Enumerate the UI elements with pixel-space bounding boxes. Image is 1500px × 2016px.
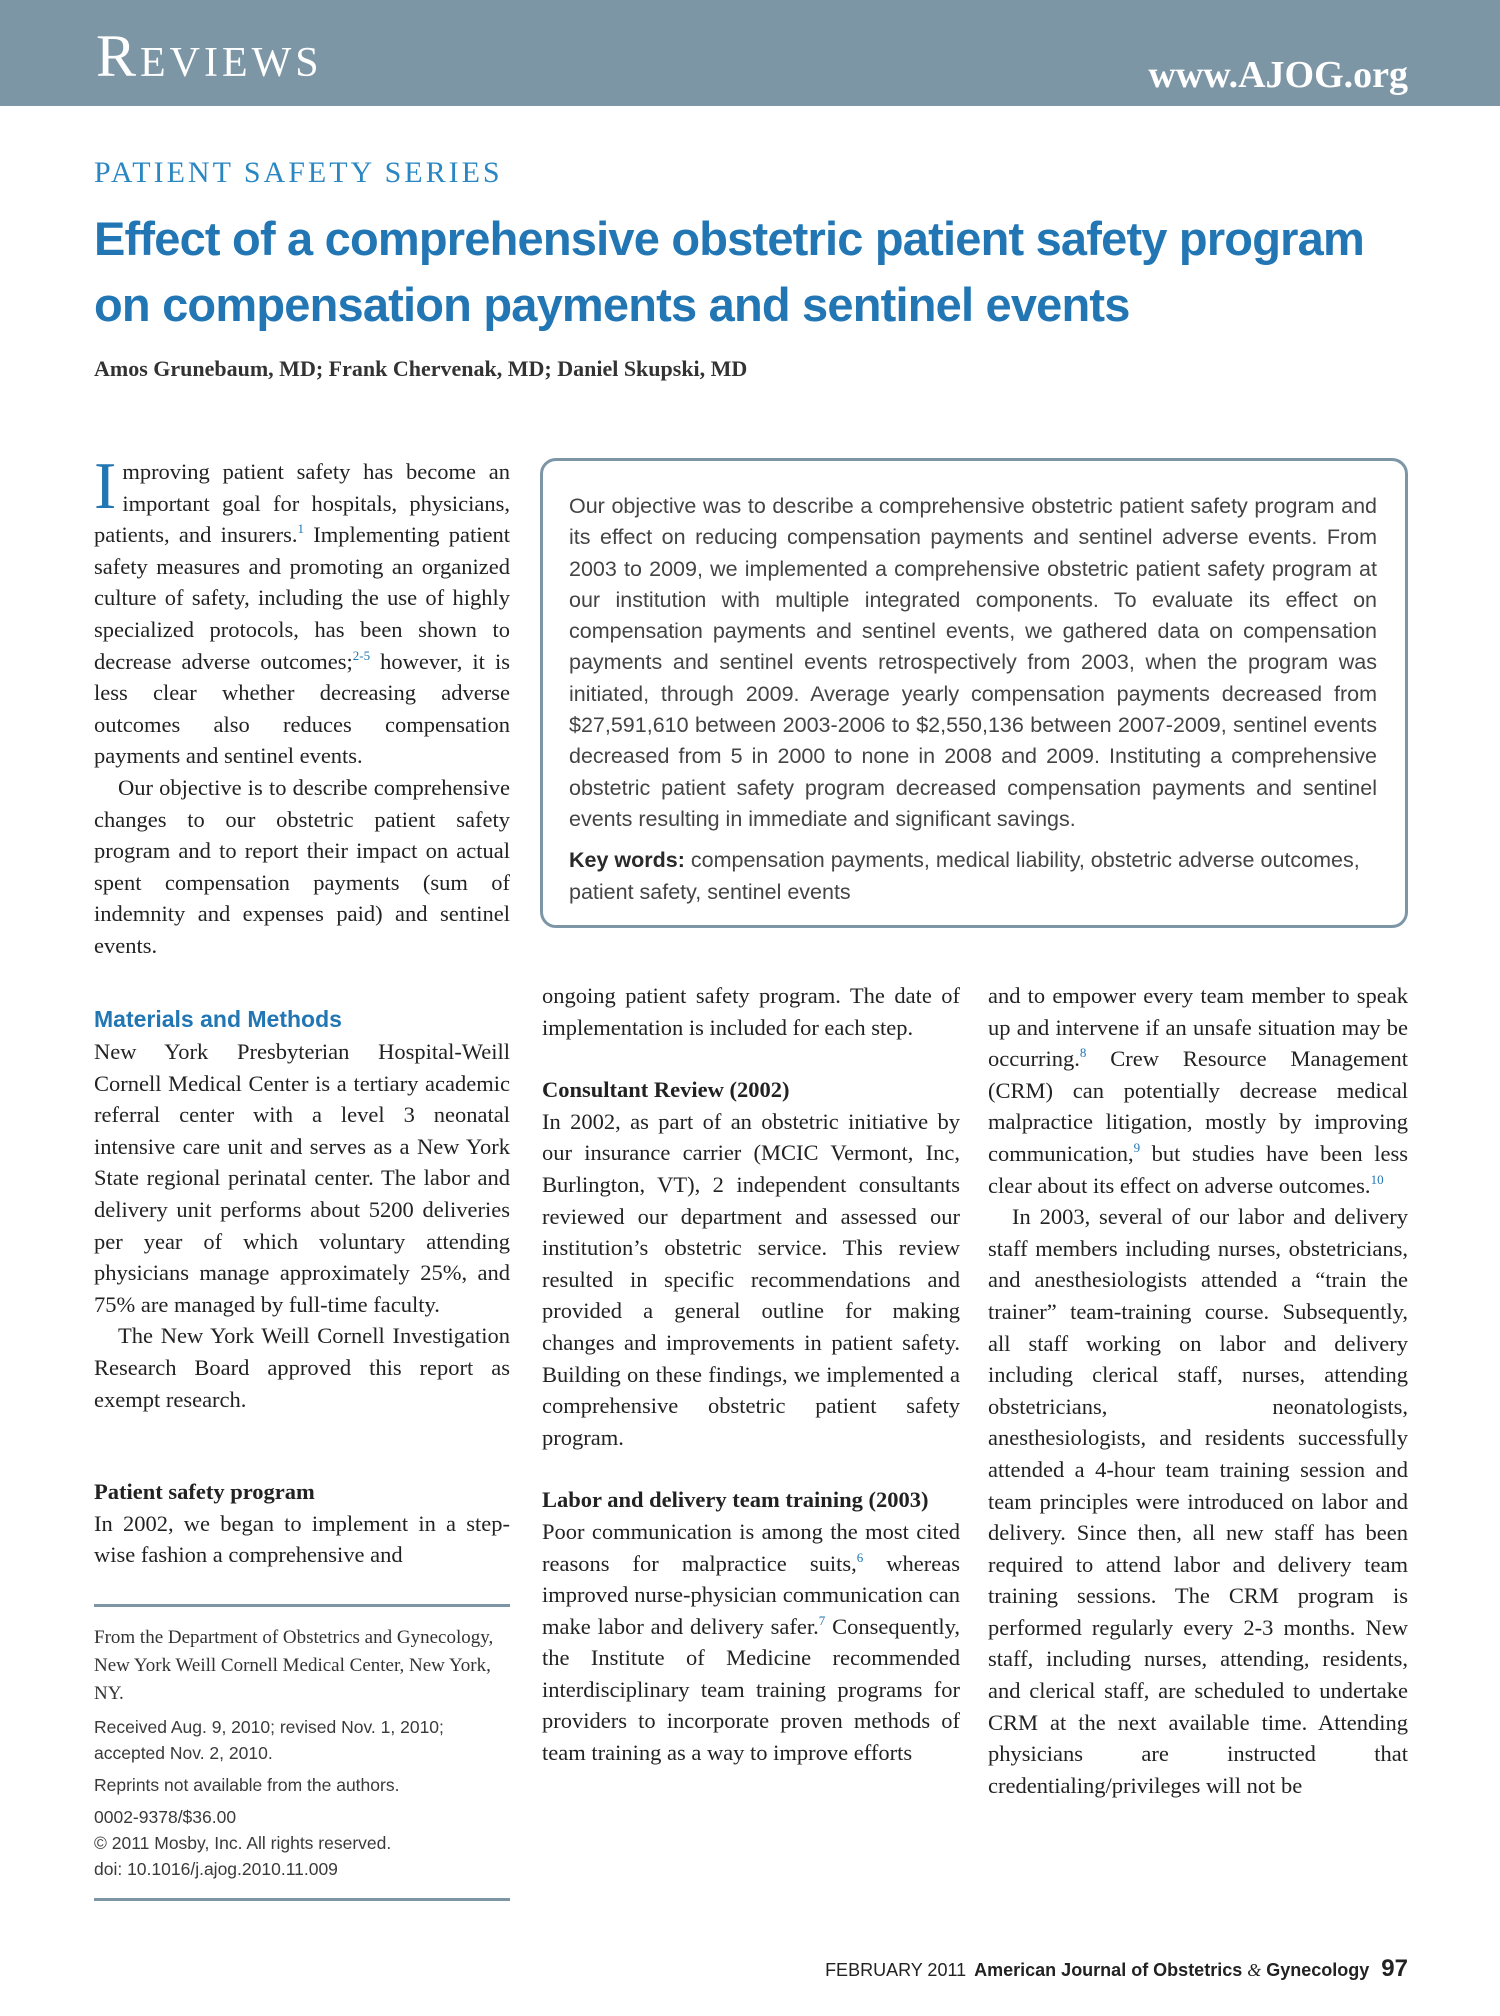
patient-safety-program-section bbox=[94, 1476, 510, 1571]
intro-section bbox=[94, 449, 511, 962]
page-number: 97 bbox=[1381, 1955, 1408, 1982]
copyright-note: © 2011 Mosby, Inc. All rights reserved. bbox=[94, 1833, 392, 1853]
keywords-list: compensation payments, medical liability, obstetric adverse outcomes, patient safety, sentinel events bbox=[569, 848, 1360, 904]
footnote-block bbox=[94, 1624, 510, 1882]
consultant-review-paragraph: In 2002, as part of an obstetric initiative by our insurance carrier (MCIC Vermont, Inc, Burlington, VT), 2 independent consultants reviewed our department and assessed our institution’s obstetric service. This review resulted in specific recommendations and provided a general outline for making changes and improvements in patient safety. Building on these findings, we implemented a comprehensive obstetric patient safety program. bbox=[542, 1108, 960, 1450]
reference-1[interactable]: 1 bbox=[297, 521, 304, 537]
methods-paragraph-2: The New York Weill Cornell Investigation Research Board approved this report as exempt research. bbox=[94, 1323, 510, 1412]
column-2 bbox=[542, 980, 960, 1769]
reference-2-5[interactable]: 2-5 bbox=[352, 647, 371, 663]
consultant-review-heading: Consultant Review (2002) bbox=[542, 1077, 790, 1103]
header-banner bbox=[0, 0, 1500, 106]
training-2003-paragraph: In 2003, several of our labor and delivery staff members including nurses, obstetricians, and anesthesiologists attended a “train the trainer” team-training course. Subsequently, all staff working on labor and delivery including clerical staff, nurses, attending obstetricians, neonatologists, anesthesiologists, and residents successfully attended a 4-hour team training session and team principles were introduced on labor and delivery. Since then, all new staff has been required to attend labor and delivery team training sessions. The CRM program is performed regularly every 2-3 months. New staff, including nurses, attending, residents, and clerical staff, are scheduled to undertake CRM at the next available time. Attending physicians are instructed that credentialing/privileges will not be bbox=[988, 1204, 1408, 1798]
journal-section-label: Reviews bbox=[96, 23, 323, 89]
reference-6[interactable]: 6 bbox=[856, 1549, 864, 1565]
abstract-text: Our objective was to describe a comprehensive obstetric patient safety program and its effect on reducing compensation payments and sentinel adverse events. From 2003 to 2009, we implemented a comprehensive obstetric patient safety program at our institution with multiple integrated components. To evaluate its effect on compensation payments and sentinel events, we gathered data on compensation payments and sentinel events retrospectively from 2003, when the program was initiated, through 2009. Average yearly compensation payments decreased from $27,591,610 between 2003-2006 to $2,550,136 between 2007-2009, sentinel events decreased from 5 in 2000 to none in 2008 and 2009. Instituting a comprehensive obstetric patient safety program decreased compensation payments and sentinel events resulting in immediate and significant savings. bbox=[569, 494, 1377, 831]
footnote-divider-bottom bbox=[94, 1898, 510, 1901]
methods-paragraph-1: New York Presbyterian Hospital-Weill Cornell Medical Center is a tertiary academic referral center with a level 3 neonatal intensive care unit and serves as a New York State regional perinatal center. The labor and delivery unit performs about 5200 deliveries per year of which voluntary attending physicians manage approximately 25%, and 75% are managed by full-time faculty. bbox=[94, 1039, 510, 1317]
series-label: PATIENT SAFETY SERIES bbox=[94, 156, 503, 189]
article-title: Effect of a comprehensive obstetric patient safety program on compensation payments and sentinel events bbox=[94, 212, 1364, 331]
doi-link[interactable]: doi: 10.1016/j.ajog.2010.11.009 bbox=[94, 1859, 338, 1879]
journal-name: American Journal of Obstetrics & Gynecology bbox=[974, 1960, 1370, 1980]
reference-10[interactable]: 10 bbox=[1370, 1171, 1384, 1187]
team-training-heading: Labor and delivery team training (2003) bbox=[542, 1487, 929, 1513]
received-dates: Received Aug. 9, 2010; revised Nov. 1, 2010; accepted Nov. 2, 2010. bbox=[94, 1717, 444, 1763]
affiliation-note: From the Department of Obstetrics and Gynecology, New York Weill Cornell Medical Center, New York, NY. bbox=[94, 1627, 494, 1704]
crm-paragraph: and to empower every team member to speak up and intervene if an unsafe situation may be occurring.$^8$ Crew Resource Management (CRM) can potentially decrease medical malpractice litigation, mostly by improving communication,$^9$ but studies have been less clear about its effect on adverse outcomes.$^{10}$ bbox=[988, 983, 1408, 1198]
methods-section bbox=[94, 1003, 510, 1415]
abstract-box bbox=[540, 458, 1408, 928]
author-list: Amos Grunebaum, MD; Frank Chervenak, MD; Daniel Skupski, MD bbox=[94, 356, 748, 381]
intro-paragraph-1: Improving patient safety has become an important goal for hospitals, physicians, patients, and insurers.$^1$ Implementing patient safety measures and promoting an organized culture of safety, including the use of highly specialized protocols, has been shown to decrease adverse outcomes;$^{2-5}$ however, it is less clear whether decreasing adverse outcomes also reduces compensation payments and sentinel events. bbox=[94, 449, 511, 769]
journal-url-link[interactable]: www.AJOG.org bbox=[1148, 54, 1408, 96]
patient-safety-program-paragraph: In 2002, we began to implement in a step-wise fashion a comprehensive and bbox=[94, 1510, 510, 1568]
drop-cap: I bbox=[94, 449, 117, 523]
team-training-paragraph: Poor communication is among the most cited reasons for malpractice suits,$^6$ whereas improved nurse-physician communication can make labor and delivery safer.$^7$ Consequently, the Institute of Medicine recommended interdisciplinary team training programs for providers to incorporate proven methods of team training as a way to improve efforts bbox=[542, 1518, 961, 1766]
column-3 bbox=[988, 980, 1408, 1801]
program-continued-paragraph: ongoing patient safety program. The date of implementation is included for each step. bbox=[542, 983, 960, 1040]
keywords bbox=[569, 845, 1377, 908]
page-footer bbox=[825, 1955, 1408, 1983]
issue-date: FEBRUARY 2011 bbox=[825, 1960, 967, 1980]
reference-8[interactable]: 8 bbox=[1079, 1045, 1087, 1061]
keywords-label: Key words: bbox=[569, 848, 685, 873]
reference-9[interactable]: 9 bbox=[1133, 1139, 1141, 1155]
methods-heading: Materials and Methods bbox=[94, 1006, 342, 1032]
intro-paragraph-2: Our objective is to describe comprehensive changes to our obstetric patient safety program and to report their impact on actual spent compensation payments (sum of indemnity and expenses paid) and sentinel events. bbox=[94, 774, 510, 958]
patient-safety-program-heading: Patient safety program bbox=[94, 1479, 315, 1504]
reprints-note: Reprints not available from the authors. bbox=[94, 1775, 400, 1795]
footnote-divider-top bbox=[94, 1604, 510, 1607]
price-code: 0002-9378/$36.00 bbox=[94, 1807, 237, 1827]
reference-7[interactable]: 7 bbox=[818, 1612, 826, 1628]
